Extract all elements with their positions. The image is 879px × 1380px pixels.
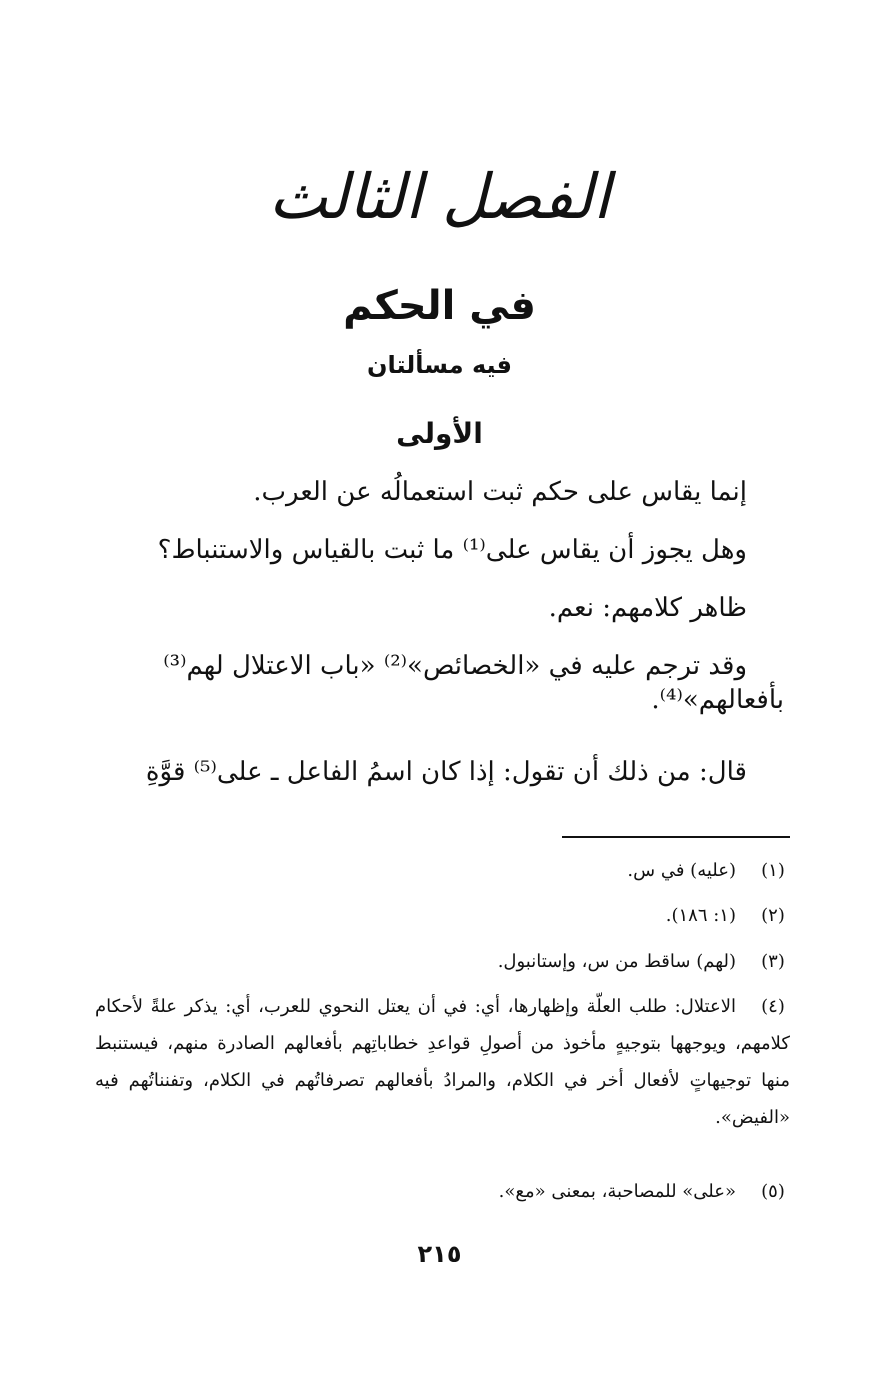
body-paragraph-3: ظاهر كلامهم: نعم. xyxy=(548,593,747,623)
body-paragraph-5: قال: من ذلك أن تقول: إذا كان اسمُ الفاعل ـ على⁽⁵⁾ قوَّةِ xyxy=(145,757,747,787)
footnote-number: (٤) xyxy=(761,996,785,1017)
footnote-number: (٢) xyxy=(761,905,785,926)
section-title: في الحكم xyxy=(343,283,536,329)
footnote-number: (١) xyxy=(761,860,785,881)
footnote-3 xyxy=(95,951,790,973)
footnote-text: الاعتلال: طلب العلّة وإظهارها، أي: في أن يعتل النحوي للعرب، أي: يذكر علةً لأحكام كلامهم، ويوجهها بتوجيهٍ مأخوذ من أصولِ قواعدِ خطاباتِهم بأفعالهم الصادرة منهم، فيستنبط منها توجيهاتٍ لأفعال أخر في الكلام، والمرادُ بأفعالهم تصرفاتُهم في الكلام، وتفنناتُهم فيه «الفيض». xyxy=(95,996,790,1128)
footnote-number: (٥) xyxy=(761,1181,785,1202)
chapter-title: الفصل الثالث xyxy=(268,160,611,233)
body-paragraph-4: وقد ترجم عليه في «الخصائص»⁽²⁾ «باب الاعتلال لهم⁽³⁾ بأفعالهم»⁽⁴⁾. xyxy=(163,651,784,715)
footnote-text: (١: ١٨٦). xyxy=(665,905,736,926)
body-paragraph-1: إنما يقاس على حكم ثبت استعمالُه عن العرب. xyxy=(253,477,747,507)
first-issue-heading: الأولى xyxy=(396,417,483,450)
footnote-text: (عليه) في س. xyxy=(627,860,736,881)
footnote-text: «على» للمصاحبة، بمعنى «مع». xyxy=(498,1181,736,1202)
footnote-text: (لهم) ساقط من س، وإستانبول. xyxy=(497,951,736,972)
body-paragraph-2: وهل يجوز أن يقاس على⁽¹⁾ ما ثبت بالقياس والاستنباط؟ xyxy=(157,535,747,565)
section-subtitle: فيه مسألتان xyxy=(366,351,513,379)
footnote-2 xyxy=(95,905,790,927)
footnote-5 xyxy=(95,1181,790,1203)
page-number: ٢١٥ xyxy=(417,1240,462,1268)
footnote-number: (٣) xyxy=(761,951,785,972)
footnote-separator xyxy=(562,836,790,838)
footnote-1 xyxy=(95,860,790,882)
footnote-4 xyxy=(95,989,790,1137)
